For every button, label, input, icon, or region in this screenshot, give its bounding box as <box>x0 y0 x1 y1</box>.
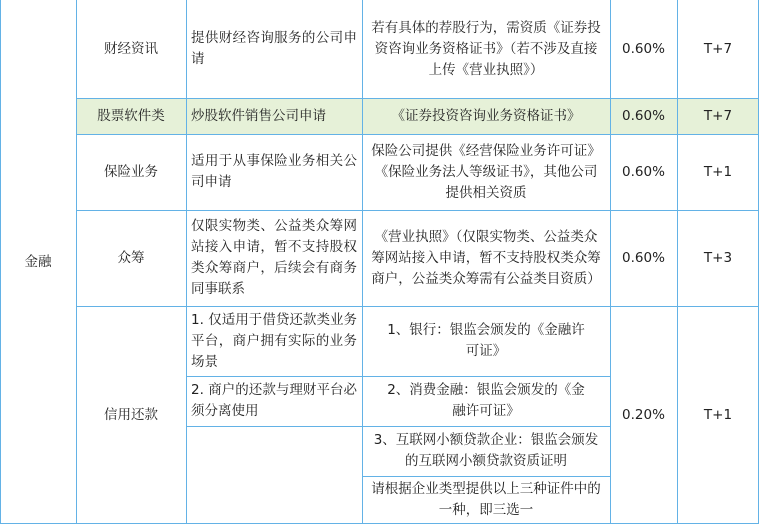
row-rate-cell <box>610 0 677 98</box>
row-qualification: 保险公司提供《经营保险业务许可证》《保险业务法人等级证书》，其他公司提供相关资质 <box>371 142 601 201</box>
grid-line <box>76 306 759 307</box>
row-settlement: T+7 <box>703 107 733 124</box>
grid-line <box>76 98 759 99</box>
row-scope-cell <box>186 98 362 134</box>
row-rate: 0.60% <box>622 107 665 124</box>
grid-line <box>362 0 363 524</box>
row-settlement: T+1 <box>703 163 733 180</box>
row-name: 股票软件类 <box>97 107 165 124</box>
row-name: 保险业务 <box>104 163 158 180</box>
row-scope-cell <box>186 376 362 426</box>
row-name-cell <box>76 210 186 306</box>
grid-line <box>186 426 610 427</box>
row-rate: 0.60% <box>622 163 665 180</box>
grid-line <box>186 0 187 524</box>
row-settlement: T+1 <box>703 406 733 423</box>
row-qualification-cell <box>362 306 610 376</box>
row-name: 众筹 <box>117 249 145 266</box>
grid-line <box>610 0 611 524</box>
row-qualification: 请根据企业类型提供以上三种证件中的一种，即三选一 <box>371 481 601 518</box>
row-rate-cell <box>610 306 677 524</box>
row-qualification: 2、消费金融：银监会颁发的《金融许可证》 <box>387 382 585 419</box>
row-scope: 炒股软件销售公司申请 <box>191 107 326 124</box>
row-scope: 仅限实物类、公益类众筹网站接入申请，暂不支持股权类众筹商户，后续会有商务同事联系 <box>191 218 357 297</box>
grid-line <box>186 376 610 377</box>
row-scope-cell <box>186 134 362 210</box>
row-qualification: 1、银行：银监会颁发的《金融许可证》 <box>387 322 585 359</box>
grid-line <box>76 210 759 211</box>
grid-line <box>362 476 610 477</box>
row-settlement-cell <box>677 0 759 98</box>
row-rate: 0.60% <box>622 40 665 57</box>
row-qualification-cell <box>362 98 610 134</box>
row-name-cell <box>76 306 186 524</box>
row-name-cell <box>76 98 186 134</box>
row-qualification: 《营业执照》（仅限实物类、公益类众筹网站接入申请，暂不支持股权类众筹商户，公益类众筹需有公益类目资质） <box>371 228 601 287</box>
row-name-cell <box>76 134 186 210</box>
row-qualification: 《证券投资咨询业务资格证书》 <box>391 107 581 124</box>
row-rate-cell <box>610 98 677 134</box>
row-settlement: T+3 <box>703 249 733 266</box>
row-qualification-cell <box>362 134 610 210</box>
row-qualification-cell <box>362 0 610 98</box>
grid-line <box>76 134 759 135</box>
row-qualification-cell <box>362 210 610 306</box>
row-settlement-cell <box>677 306 759 524</box>
row-qualification: 若有具体的荐股行为，需资质《证券投资咨询业务资格证书》（若不涉及直接上传《营业执照》） <box>371 19 601 78</box>
row-scope: 适用于从事保险业务相关公司申请 <box>191 153 357 190</box>
row-scope: 1. 仅适用于借贷还款类业务平台，商户拥有实际的业务场景 <box>191 311 357 370</box>
grid-line <box>0 0 1 524</box>
row-rate: 0.60% <box>622 249 665 266</box>
row-settlement-cell <box>677 210 759 306</box>
row-scope-cell <box>186 210 362 306</box>
grid-line <box>677 0 678 524</box>
row-qualification-cell <box>362 376 610 426</box>
row-name: 财经资讯 <box>104 40 158 57</box>
row-qualification-cell <box>362 476 610 524</box>
category-cell <box>0 0 76 524</box>
row-scope-cell <box>186 306 362 376</box>
row-rate-cell <box>610 134 677 210</box>
row-name-cell <box>76 0 186 98</box>
row-settlement: T+7 <box>703 40 733 57</box>
row-scope: 2. 商户的还款与理财平台必须分离使用 <box>191 382 357 419</box>
row-rate: 0.20% <box>622 406 665 423</box>
row-scope: 提供财经咨询服务的公司申请 <box>191 30 357 67</box>
row-rate-cell <box>610 210 677 306</box>
row-qualification: 3、互联网小额贷款企业：银监会颁发的互联网小额贷款资质证明 <box>373 432 599 469</box>
row-scope-cell <box>186 0 362 98</box>
category-label: 金融 <box>24 253 52 270</box>
row-name: 信用还款 <box>104 406 158 423</box>
grid-line <box>76 0 77 524</box>
row-qualification-cell <box>362 426 610 476</box>
row-settlement-cell <box>677 98 759 134</box>
row-settlement-cell <box>677 134 759 210</box>
